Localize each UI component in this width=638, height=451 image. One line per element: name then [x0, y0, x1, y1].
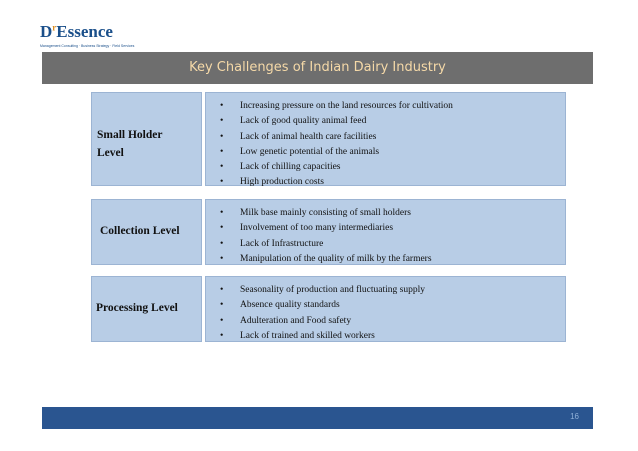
- logo-mark: [40, 22, 113, 42]
- slide-title: Key Challenges of Indian Dairy Industry: [189, 60, 446, 75]
- bullet-icon: •: [220, 177, 224, 188]
- section-items-collection: [205, 199, 566, 265]
- list-item-text: Manipulation of the quality of milk by the farmers: [240, 253, 432, 264]
- list-item-text: Lack of chilling capacities: [240, 162, 341, 173]
- bullet-icon: •: [220, 208, 224, 218]
- list-item: [220, 221, 432, 236]
- list-item: [220, 329, 425, 344]
- bullet-icon: •: [220, 238, 224, 249]
- list-item-text: Adulteration and Food safety: [240, 315, 352, 326]
- list-item: [220, 206, 432, 221]
- section-items-small-holder: [205, 92, 566, 186]
- bullet-list-processing: [220, 283, 425, 344]
- bullet-icon: •: [220, 101, 224, 111]
- logo-tagline: Management Consulting · Business Strategy · Field Services: [40, 44, 135, 48]
- list-item-text: Seasonality of production and fluctuating supply: [240, 285, 425, 295]
- bullet-list-collection: [220, 206, 432, 267]
- logo-mark-sup: r: [52, 22, 57, 33]
- list-item-text: Lack of good quality animal feed: [240, 116, 367, 127]
- list-item-text: High production costs: [240, 177, 324, 188]
- list-item-text: Milk base mainly consisting of small holders: [240, 208, 411, 218]
- section-label-small-holder: Small Holder Level: [97, 129, 163, 160]
- bullet-icon: •: [220, 315, 224, 326]
- list-item: [220, 314, 425, 329]
- logo-mark-text: Essence: [56, 22, 113, 41]
- bullet-list-small-holder: [220, 99, 453, 191]
- list-item-text: Absence quality standards: [240, 300, 340, 311]
- footer-bar: [42, 407, 593, 429]
- bullet-icon: •: [220, 131, 224, 142]
- logo-mark-prefix: D: [40, 22, 53, 41]
- company-logo: [40, 22, 135, 52]
- list-item: [220, 283, 425, 298]
- list-item: [220, 99, 453, 114]
- list-item: [220, 252, 432, 267]
- bullet-icon: •: [220, 146, 224, 157]
- bullet-icon: •: [220, 253, 224, 264]
- list-item: [220, 175, 453, 190]
- bullet-icon: •: [220, 330, 224, 341]
- section-items-processing: [205, 276, 566, 342]
- section-label-box-collection: [91, 199, 202, 265]
- bullet-icon: •: [220, 300, 224, 311]
- list-item-text: Low genetic potential of the animals: [240, 146, 380, 157]
- list-item-text: Lack of Infrastructure: [240, 238, 324, 249]
- list-item-text: Involvement of too many intermediaries: [240, 223, 394, 234]
- bullet-icon: •: [220, 162, 224, 173]
- list-item-text: Increasing pressure on the land resources for cultivation: [240, 101, 453, 111]
- list-item-text: Lack of trained and skilled workers: [240, 330, 375, 341]
- list-item: [220, 145, 453, 160]
- list-item: [220, 130, 453, 145]
- section-label-box-small-holder: [91, 92, 202, 186]
- title-bar: [42, 52, 593, 84]
- section-label-collection: Collection Level: [100, 225, 180, 237]
- list-item: [220, 298, 425, 313]
- list-item: [220, 160, 453, 175]
- list-item-text: Lack of animal health care facilities: [240, 131, 377, 142]
- section-label-box-processing: [91, 276, 202, 342]
- section-label-processing: Processing Level: [96, 302, 178, 314]
- page-number: 16: [570, 412, 579, 421]
- bullet-icon: •: [220, 285, 224, 295]
- list-item: [220, 237, 432, 252]
- list-item: [220, 114, 453, 129]
- bullet-icon: •: [220, 116, 224, 127]
- bullet-icon: •: [220, 223, 224, 234]
